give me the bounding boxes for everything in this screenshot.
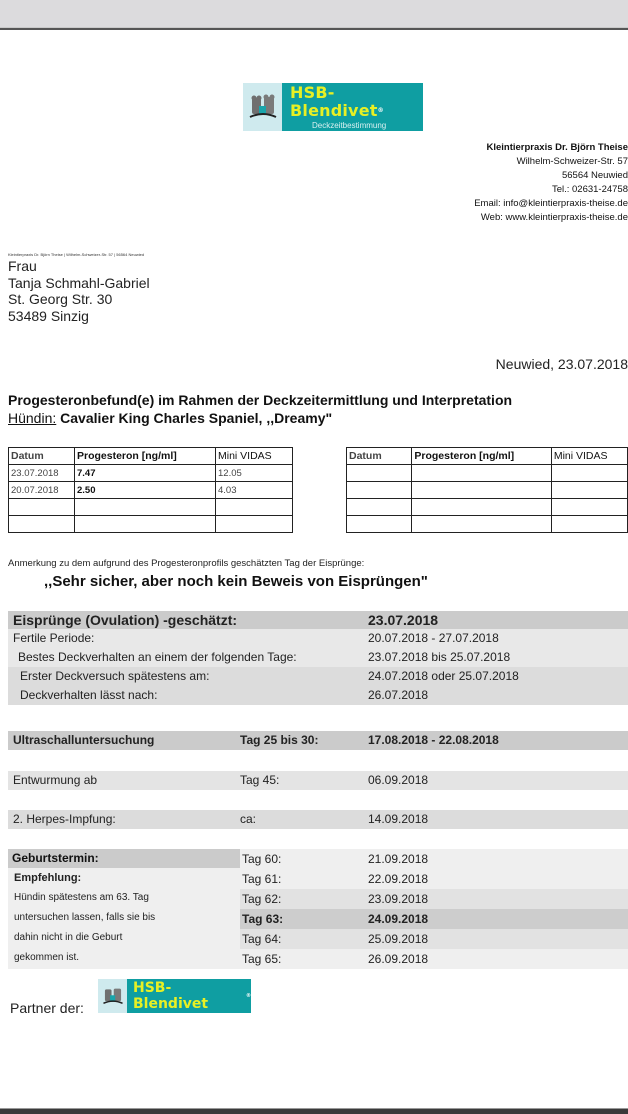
logo-name: HSB-Blendivet xyxy=(290,82,378,120)
birth-day: Tag 60: xyxy=(242,852,282,866)
ovulation-row-label: Bestes Deckverhalten an einem der folgenden Tage: xyxy=(18,650,297,664)
birth-day: Tag 63: xyxy=(242,912,284,926)
ovulation-date: 23.07.2018 xyxy=(368,612,439,628)
table-row xyxy=(347,516,628,533)
place-date-text: Neuwied, 23.07.2018 xyxy=(495,356,628,372)
birth-day-row xyxy=(240,929,628,949)
ovulation-row-value: 26.07.2018 xyxy=(368,688,429,702)
ultrasound-value: 17.08.2018 - 22.08.2018 xyxy=(368,733,499,747)
ovulation-row xyxy=(8,648,628,667)
remark-text: ,,Sehr sicher, aber noch kein Beweis von Eisprüngen" xyxy=(44,573,428,590)
table-row xyxy=(347,465,628,482)
recommendation-line: dahin nicht in die Geburt xyxy=(14,932,123,943)
birth-day: Tag 65: xyxy=(242,952,282,966)
table-header-row xyxy=(347,448,628,465)
ovulation-row xyxy=(8,667,628,686)
logo-subtitle: Deckzeitbestimmung xyxy=(312,120,387,130)
ovulation-row-value: 20.07.2018 - 27.07.2018 xyxy=(368,631,499,645)
birth-day: Tag 62: xyxy=(242,892,282,906)
cell-vidas: 12.05 xyxy=(216,465,293,482)
birth-date: 23.09.2018 xyxy=(368,892,429,906)
ultrasound-label: Ultraschalluntersuchung xyxy=(13,733,155,747)
registered-mark: ® xyxy=(377,106,384,114)
table-row xyxy=(9,465,293,482)
ovulation-header-row xyxy=(8,611,628,629)
viewer-bottom-bar xyxy=(0,1108,628,1114)
col-header-date: Datum xyxy=(9,448,75,465)
deworming-label: Entwurmung ab xyxy=(13,773,98,787)
dog-value: Cavalier King Charles Spaniel, ,,Dreamy" xyxy=(56,410,333,426)
ovulation-row xyxy=(8,686,628,705)
birth-date: 24.09.2018 xyxy=(368,912,429,926)
cell-date xyxy=(347,482,412,499)
col-header-vidas: Mini VIDAS xyxy=(551,448,627,465)
table-row xyxy=(9,516,293,533)
birth-day-row xyxy=(240,849,628,869)
cell-date xyxy=(9,499,75,516)
progesterone-table-2 xyxy=(346,447,628,533)
recommendation-line: Hündin spätestens am 63. Tag xyxy=(14,892,149,903)
birth-days xyxy=(240,849,628,969)
viewer-toolbar xyxy=(0,0,628,28)
document-title: Progesteronbefund(e) im Rahmen der Deckzeitermittlung und Interpretation xyxy=(8,392,513,408)
ultrasound-day: Tag 25 bis 30: xyxy=(240,733,319,747)
birth-date: 26.09.2018 xyxy=(368,952,429,966)
registered-mark: ® xyxy=(246,993,251,999)
cell-vidas xyxy=(216,516,293,533)
table-row xyxy=(347,482,628,499)
birth-date: 25.09.2018 xyxy=(368,932,429,946)
sender-practice: Kleintierpraxis Dr. Björn Theise xyxy=(486,142,628,153)
table-row xyxy=(347,499,628,516)
recipient-city: 53489 Sinzig xyxy=(8,307,89,324)
sender-email: Email: info@kleintierpraxis-theise.de xyxy=(474,198,628,209)
cell-progesterone xyxy=(412,516,551,533)
recipient-salutation: Frau xyxy=(8,258,37,274)
herpes-label: 2. Herpes-Impfung: xyxy=(13,812,116,826)
cell-date xyxy=(347,516,412,533)
cell-vidas xyxy=(551,482,627,499)
herpes-day: ca: xyxy=(240,812,257,826)
deworming-value: 06.09.2018 xyxy=(368,773,429,787)
sender-web: Web: www.kleintierpraxis-theise.de xyxy=(480,212,628,223)
table-header-row xyxy=(9,448,293,465)
dog-label: Hündin: xyxy=(8,410,57,426)
birth-day-row-highlight xyxy=(240,909,628,929)
herpes-value: 14.09.2018 xyxy=(368,812,429,826)
recipient-street: St. Georg Str. 30 xyxy=(8,291,113,307)
toolbar-divider xyxy=(0,28,628,30)
partner-logo xyxy=(98,979,251,1013)
birth-day-row xyxy=(240,949,628,969)
cell-date xyxy=(347,499,412,516)
recommendation-line: untersuchen lassen, falls sie bis xyxy=(14,912,156,923)
birth-date: 22.09.2018 xyxy=(368,872,429,886)
cell-vidas xyxy=(551,499,627,516)
partner-label: Partner der: xyxy=(10,1000,84,1016)
ultrasound-row xyxy=(8,731,628,750)
hsb-blendivet-logo xyxy=(243,83,423,131)
birth-recommendation xyxy=(8,849,240,969)
table-row xyxy=(9,499,293,516)
sender-street: Wilhelm-Schweizer-Str. 57 xyxy=(516,156,628,167)
sender-phone: Tel.: 02631-24758 xyxy=(551,184,628,195)
dogs-icon xyxy=(243,83,282,131)
cell-progesterone xyxy=(412,482,551,499)
ovulation-row-value: 23.07.2018 bis 25.07.2018 xyxy=(368,650,511,664)
birth-day-row xyxy=(240,889,628,909)
col-header-vidas: Mini VIDAS xyxy=(216,448,293,465)
ovulation-row-value: 24.07.2018 oder 25.07.2018 xyxy=(368,669,519,683)
deworming-row xyxy=(8,771,628,790)
col-header-progesterone: Progesteron [ng/ml] xyxy=(75,448,216,465)
cell-progesterone xyxy=(75,499,216,516)
partner-logo-name: HSB-Blendivet xyxy=(133,980,209,1012)
birth-day-row xyxy=(240,869,628,889)
ovulation-title: Eisprünge (Ovulation) -geschätzt: xyxy=(13,612,238,628)
herpes-row xyxy=(8,810,628,829)
recommendation-line: gekommen ist. xyxy=(14,952,80,963)
cell-progesterone: 7.47 xyxy=(75,465,216,482)
col-header-progesterone: Progesteron [ng/ml] xyxy=(412,448,551,465)
col-header-date: Datum xyxy=(347,448,412,465)
progesterone-table-1 xyxy=(8,447,293,533)
remark-label: Anmerkung zu dem aufgrund des Progesteronprofils geschätzten Tag der Eisprünge: xyxy=(8,558,365,569)
sender-city: 56564 Neuwied xyxy=(561,170,628,181)
dogs-icon xyxy=(98,979,127,1013)
dog-line xyxy=(8,410,332,427)
cell-vidas: 4.03 xyxy=(216,482,293,499)
cell-vidas xyxy=(551,516,627,533)
cell-date: 23.07.2018 xyxy=(9,465,75,482)
cell-progesterone xyxy=(412,465,551,482)
ovulation-row xyxy=(8,629,628,648)
table-row xyxy=(9,482,293,499)
cell-date: 20.07.2018 xyxy=(9,482,75,499)
ovulation-row-label: Deckverhalten lässt nach: xyxy=(20,688,158,702)
cell-date xyxy=(347,465,412,482)
cell-vidas xyxy=(551,465,627,482)
deworming-day: Tag 45: xyxy=(240,773,280,787)
birth-day: Tag 64: xyxy=(242,932,282,946)
return-address: Kleintierpraxis Dr. Björn Theise | Wilhelm-Schweizer-Str. 57 | 56564 Neuwied xyxy=(8,252,145,257)
ovulation-row-label: Fertile Periode: xyxy=(13,631,95,645)
birth-title: Geburtstermin: xyxy=(8,849,240,868)
birth-day: Tag 61: xyxy=(242,872,282,886)
cell-vidas xyxy=(216,499,293,516)
sender-block xyxy=(368,141,628,225)
recommendation-label: Empfehlung: xyxy=(14,872,82,884)
birth-date: 21.09.2018 xyxy=(368,852,429,866)
cell-date xyxy=(9,516,75,533)
cell-progesterone: 2.50 xyxy=(75,482,216,499)
place-date xyxy=(448,356,628,372)
cell-progesterone xyxy=(412,499,551,516)
cell-progesterone xyxy=(75,516,216,533)
recipient-name: Tanja Schmahl-Gabriel xyxy=(8,274,150,291)
recipient-address xyxy=(8,258,150,324)
ovulation-section xyxy=(8,611,628,705)
ovulation-row-label: Erster Deckversuch spätestens am: xyxy=(20,669,210,683)
